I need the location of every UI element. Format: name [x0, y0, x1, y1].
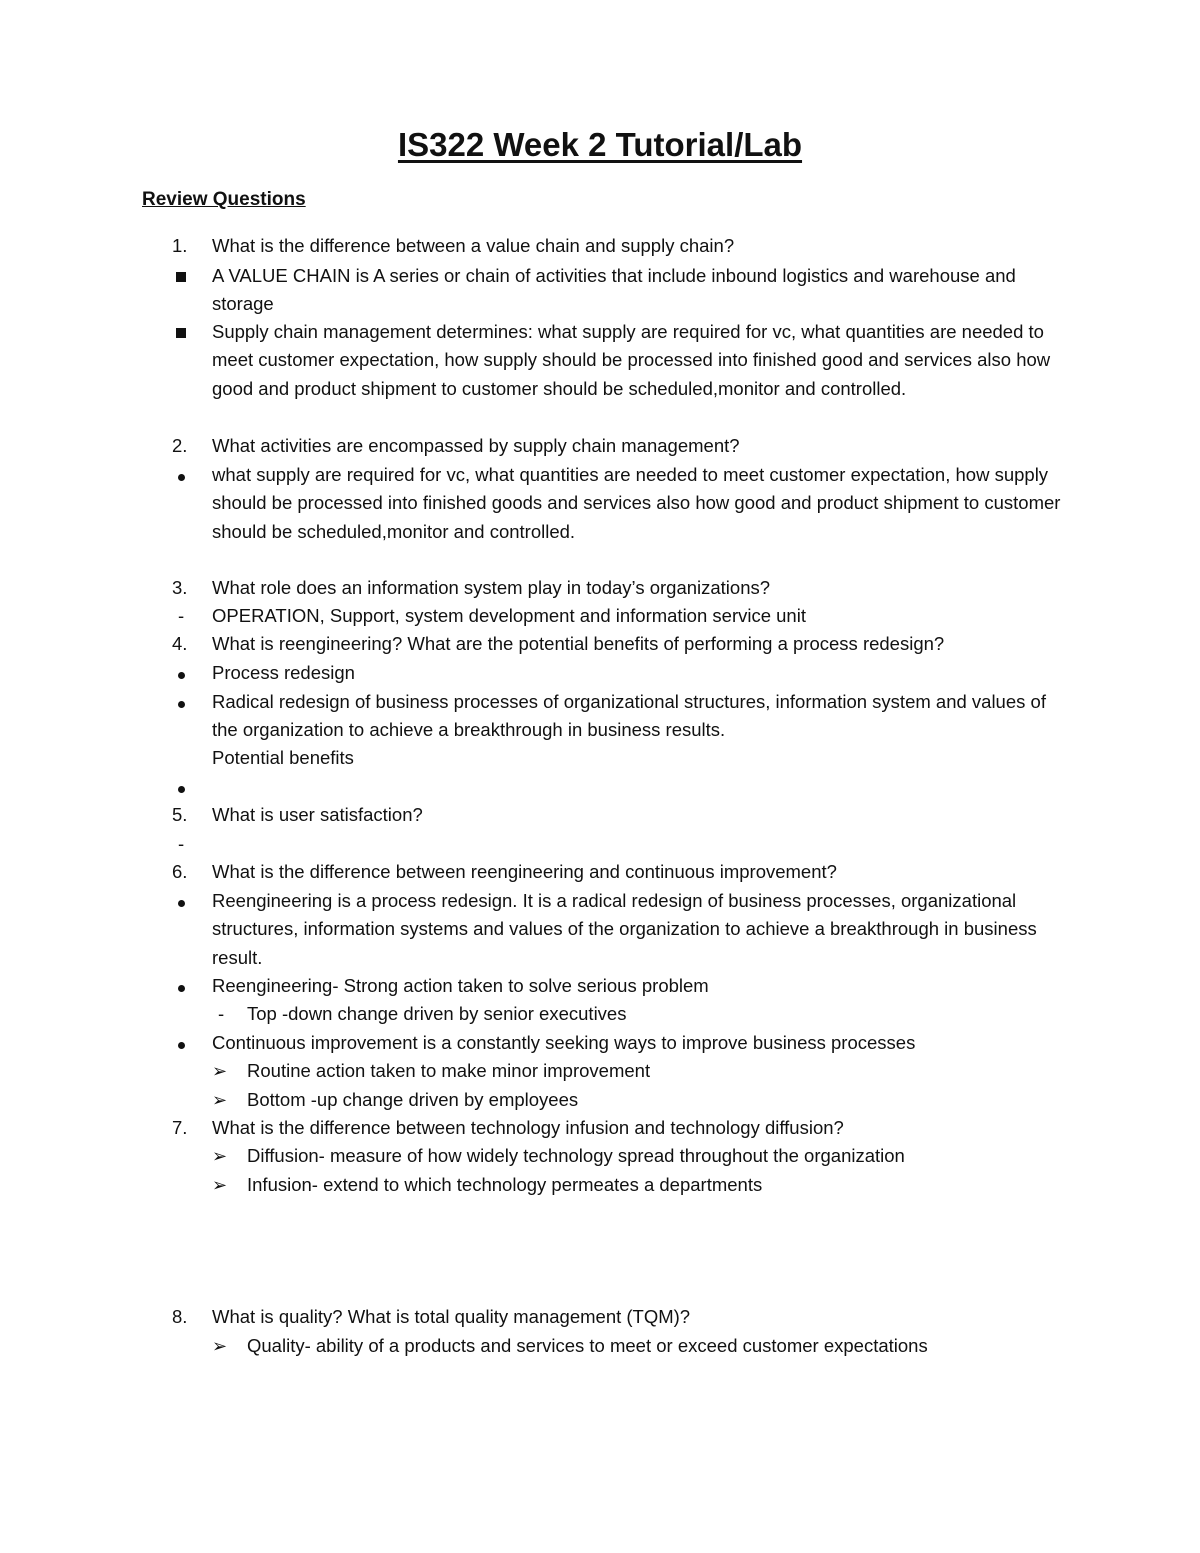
square-bullet-icon [172, 318, 202, 346]
arrow-bullet-icon: ➢ [212, 1175, 228, 1195]
answer-text: Supply chain management determines: what supply are required for vc, what quantities are needed to meet customer expectation, how supply should be processed into finished good and services also how good and product shipment to customer should be scheduled,monitor and controlled. [212, 321, 1051, 399]
item-number: 8. [172, 1306, 188, 1327]
item-number: 5. [172, 804, 188, 825]
section-heading: Review Questions [142, 189, 306, 210]
answer-text: what supply are required for vc, what quantities are needed to meet customer expectation, how supply should be processed into finished goods and services also how good and product shipment to customer should be scheduled,monitor and controlled. [212, 464, 1061, 542]
answer-text: Process redesign [212, 662, 355, 683]
arrow-bullet-icon: ➢ [212, 1061, 228, 1081]
answer-text: Reengineering- Strong action taken to solve serious problem [212, 975, 709, 996]
answer-text: Radical redesign of business processes of organizational structures, information system and values of the organization to achieve a breakthrough in business results. [212, 691, 1046, 741]
bullet-icon [172, 887, 202, 915]
answer-text: A VALUE CHAIN is A series or chain of activities that include inbound logistics and warehouse and storage [212, 265, 1016, 315]
arrow-bullet-icon: ➢ [212, 1090, 228, 1110]
question-text: What role does an information system play in today’s organizations? [212, 577, 771, 598]
question-text: What is quality? What is total quality management (TQM)? [212, 1306, 691, 1327]
answer-text: Diffusion- measure of how widely technology spread throughout the organization [247, 1145, 905, 1166]
item-number: 7. [172, 1117, 188, 1138]
question-text: What activities are encompassed by supply chain management? [212, 435, 740, 456]
bullet-icon [172, 659, 202, 687]
arrow-bullet-icon: ➢ [212, 1146, 228, 1166]
answer-text: Routine action taken to make minor improvement [247, 1060, 651, 1081]
page-title: IS322 Week 2 Tutorial/Lab [397, 126, 803, 163]
question-text: What is the difference between a value chain and supply chain? [212, 235, 735, 256]
square-bullet-icon [172, 262, 202, 290]
question-text: What is user satisfaction? [212, 804, 423, 825]
item-number: 6. [172, 861, 188, 882]
bullet-icon [172, 688, 202, 716]
answer-text: Continuous improvement is a constantly seeking ways to improve business processes [212, 1032, 916, 1053]
bullet-icon [172, 773, 202, 801]
question-text: What is the difference between reengineering and continuous improvement? [212, 861, 837, 882]
dash-bullet-icon: - [218, 1003, 225, 1024]
bullet-icon [172, 1029, 202, 1057]
question-text: What is reengineering? What are the potential benefits of performing a process redesign? [212, 633, 945, 654]
answer-text: OPERATION, Support, system development and information service unit [212, 605, 806, 626]
answer-text: Potential benefits [212, 747, 354, 768]
item-number: 2. [172, 435, 188, 456]
item-number: 4. [172, 633, 188, 654]
answer-text: Reengineering is a process redesign. It is a radical redesign of business processes, organizational structures, information systems and values of the organization to achieve a breakthrough in business result. [212, 890, 1037, 968]
bullet-icon [172, 972, 202, 1000]
dash-bullet-icon: - [178, 605, 185, 626]
answer-text: Bottom -up change driven by employees [247, 1089, 579, 1110]
item-number: 1. [172, 235, 188, 256]
item-number: 3. [172, 577, 188, 598]
bullet-icon [172, 461, 202, 489]
dash-bullet-icon: - [178, 833, 185, 854]
answer-text: Infusion- extend to which technology permeates a departments [247, 1174, 763, 1195]
answer-text: Quality- ability of a products and services to meet or exceed customer expectations [247, 1335, 928, 1356]
arrow-bullet-icon: ➢ [212, 1336, 228, 1356]
answer-text: Top -down change driven by senior executives [247, 1003, 627, 1024]
question-text: What is the difference between technology infusion and technology diffusion? [212, 1117, 844, 1138]
